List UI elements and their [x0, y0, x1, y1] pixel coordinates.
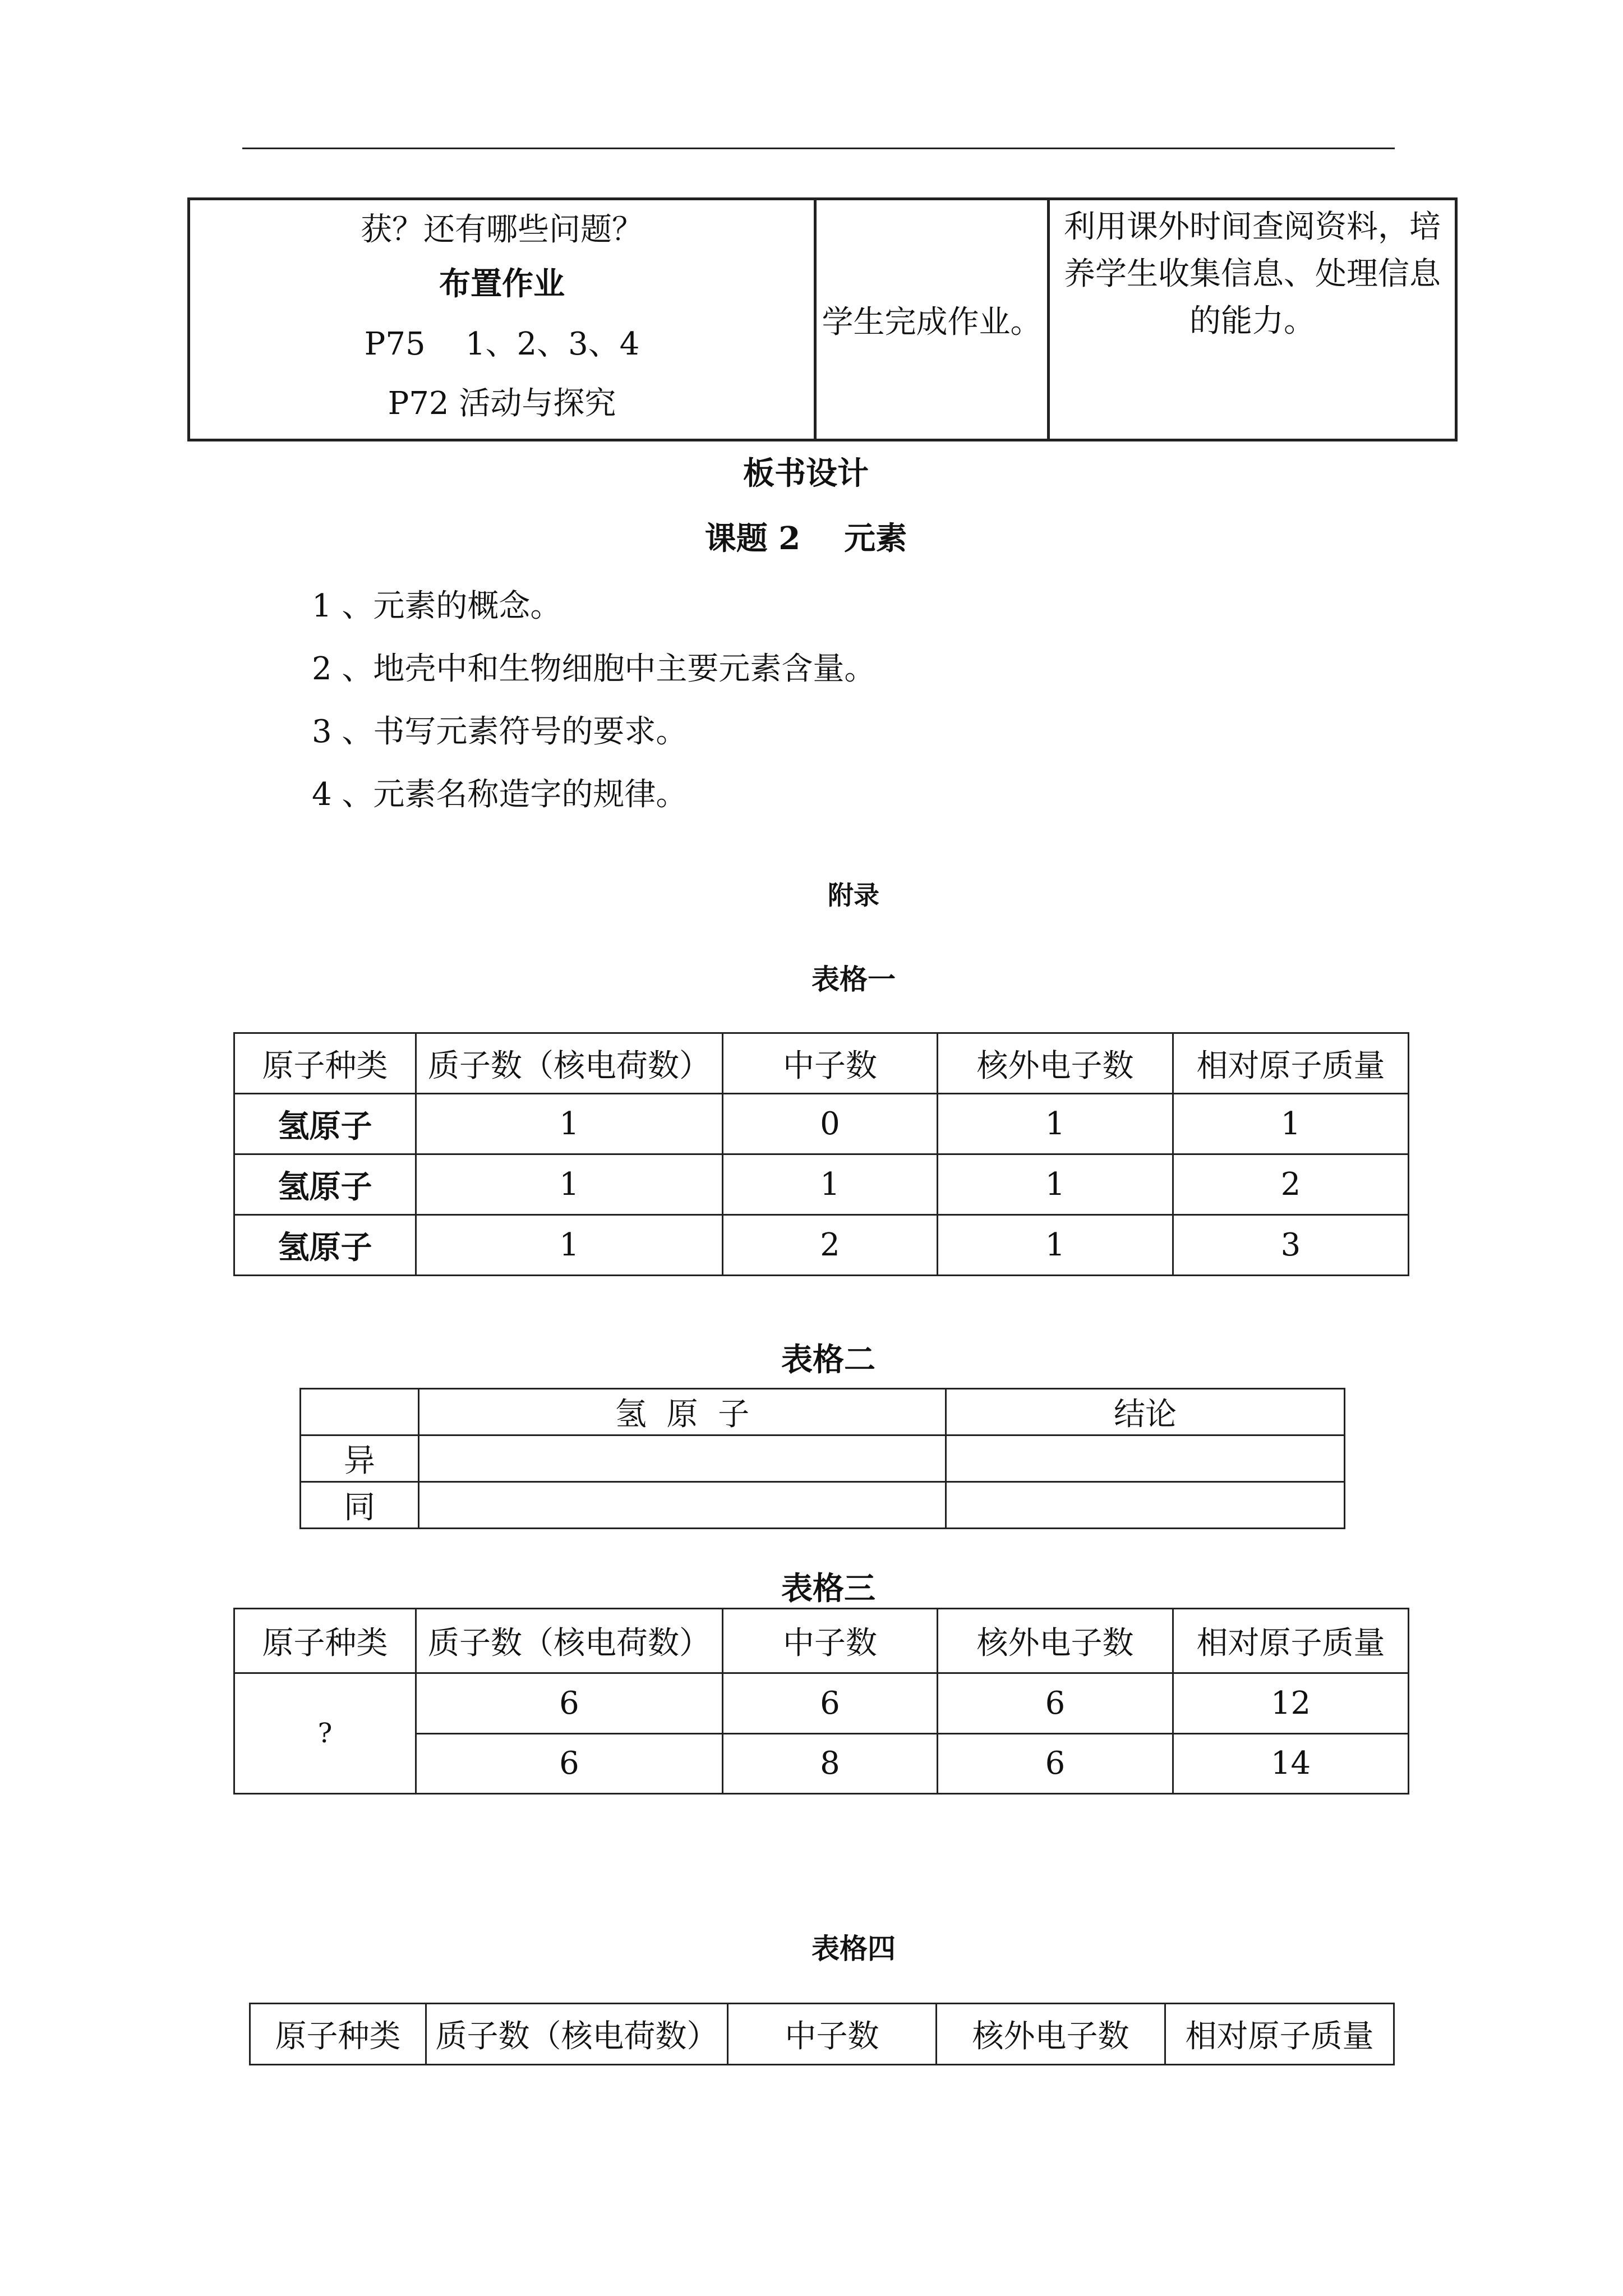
- header-cell: 核外电子数: [937, 2004, 1165, 2065]
- header-cell: 中子数: [723, 1609, 938, 1673]
- header-cell: 中子数: [723, 1033, 938, 1094]
- student-activity-cell: [815, 199, 1049, 440]
- row-label-cell: 同: [301, 1482, 419, 1529]
- table-cell: 6: [416, 1673, 723, 1734]
- activity-reference: P72 活动与探究: [388, 385, 616, 422]
- header-cell: 原子种类: [250, 2004, 426, 2065]
- table-header-row: [234, 1033, 1409, 1094]
- table-row: [301, 1435, 1345, 1482]
- board-item-1: 1 、元素的概念。: [312, 588, 562, 624]
- design-intent-line-3: 的能力。: [1189, 303, 1315, 339]
- table-header-row: [234, 1609, 1409, 1673]
- table-cell: 2: [1173, 1154, 1409, 1215]
- header-cell: 原子种类: [234, 1609, 416, 1673]
- header-cell: 相对原子质量: [1173, 1033, 1409, 1094]
- row-label-cell: 异: [301, 1435, 419, 1482]
- header-cell: 氢 原 子: [419, 1389, 946, 1435]
- board-subtitle: 课题 2 元素: [704, 520, 907, 557]
- board-heading: 板书设计: [743, 455, 869, 492]
- table-cell: 1: [416, 1154, 723, 1215]
- table-cell: 1: [416, 1094, 723, 1154]
- unknown-atom-cell: ?: [234, 1673, 416, 1794]
- header-cell: [301, 1389, 419, 1435]
- student-activity-text: 学生完成作业。: [822, 303, 1042, 341]
- atom-name-cell: 氢原子: [234, 1094, 416, 1154]
- table1: [233, 1032, 1409, 1276]
- board-item-3: 3 、书写元素符号的要求。: [312, 714, 688, 750]
- table-cell: 14: [1173, 1733, 1409, 1794]
- header-rule: [242, 148, 1395, 149]
- board-item-2: 2 、地壳中和生物细胞中主要元素含量。: [312, 651, 876, 687]
- header-cell: 中子数: [728, 2004, 937, 2065]
- board-item-4: 4 、元素名称造字的规律。: [312, 776, 688, 813]
- appendix-heading: 附录: [828, 880, 879, 910]
- table-cell: 8: [723, 1733, 938, 1794]
- table-header-row: [250, 2004, 1394, 2065]
- table4: [249, 2003, 1395, 2065]
- table3: [233, 1608, 1409, 1795]
- table-cell: [419, 1435, 946, 1482]
- table-cell: 1: [723, 1154, 938, 1215]
- header-cell: 核外电子数: [938, 1609, 1173, 1673]
- design-intent-cell: [1049, 199, 1456, 440]
- header-cell: 相对原子质量: [1165, 2004, 1394, 2065]
- teacher-activity-cell: [189, 199, 815, 440]
- table2-title: 表格二: [781, 1341, 875, 1378]
- table3-title: 表格三: [781, 1570, 875, 1607]
- table-cell: 6: [723, 1673, 938, 1734]
- table-header-row: [301, 1389, 1345, 1435]
- table-cell: 1: [938, 1094, 1173, 1154]
- table1-title: 表格一: [811, 963, 896, 996]
- table-cell: 1: [938, 1154, 1173, 1215]
- table-cell: [419, 1482, 946, 1529]
- table-cell: 1: [938, 1215, 1173, 1276]
- header-cell: 质子数（核电荷数）: [416, 1033, 723, 1094]
- table-row: [234, 1215, 1409, 1276]
- table-cell: 6: [938, 1673, 1173, 1734]
- question-text: 获？还有哪些问题？: [361, 211, 643, 248]
- design-intent-line-2: 养学生收集信息、处理信息: [1064, 256, 1441, 292]
- header-cell: 质子数（核电荷数）: [416, 1609, 723, 1673]
- header-cell: 相对原子质量: [1173, 1609, 1409, 1673]
- header-cell: 结论: [946, 1389, 1345, 1435]
- table-cell: 1: [416, 1215, 723, 1276]
- table-cell: 1: [1173, 1094, 1409, 1154]
- homework-pages: P75 1、2、3、4: [364, 326, 640, 362]
- table-cell: [946, 1435, 1345, 1482]
- table-cell: 6: [416, 1733, 723, 1794]
- table-cell: 2: [723, 1215, 938, 1276]
- table-row: [234, 1094, 1409, 1154]
- table-row: [234, 1154, 1409, 1215]
- table-cell: 6: [938, 1733, 1173, 1794]
- atom-name-cell: 氢原子: [234, 1215, 416, 1276]
- table-cell: [946, 1482, 1345, 1529]
- header-cell: 质子数（核电荷数）: [426, 2004, 728, 2065]
- table-row: [234, 1673, 1409, 1734]
- header-cell: 核外电子数: [938, 1033, 1173, 1094]
- table-cell: 3: [1173, 1215, 1409, 1276]
- table2: [299, 1388, 1345, 1529]
- homework-heading: 布置作业: [439, 265, 565, 302]
- table-cell: 0: [723, 1094, 938, 1154]
- atom-name-cell: 氢原子: [234, 1154, 416, 1215]
- table-cell: 12: [1173, 1673, 1409, 1734]
- table4-title: 表格四: [811, 1932, 896, 1965]
- table-row: [301, 1482, 1345, 1529]
- lesson-table-continued: [187, 197, 1458, 441]
- header-cell: 原子种类: [234, 1033, 416, 1094]
- design-intent-line-1: 利用课外时间查阅资料，培: [1064, 209, 1441, 245]
